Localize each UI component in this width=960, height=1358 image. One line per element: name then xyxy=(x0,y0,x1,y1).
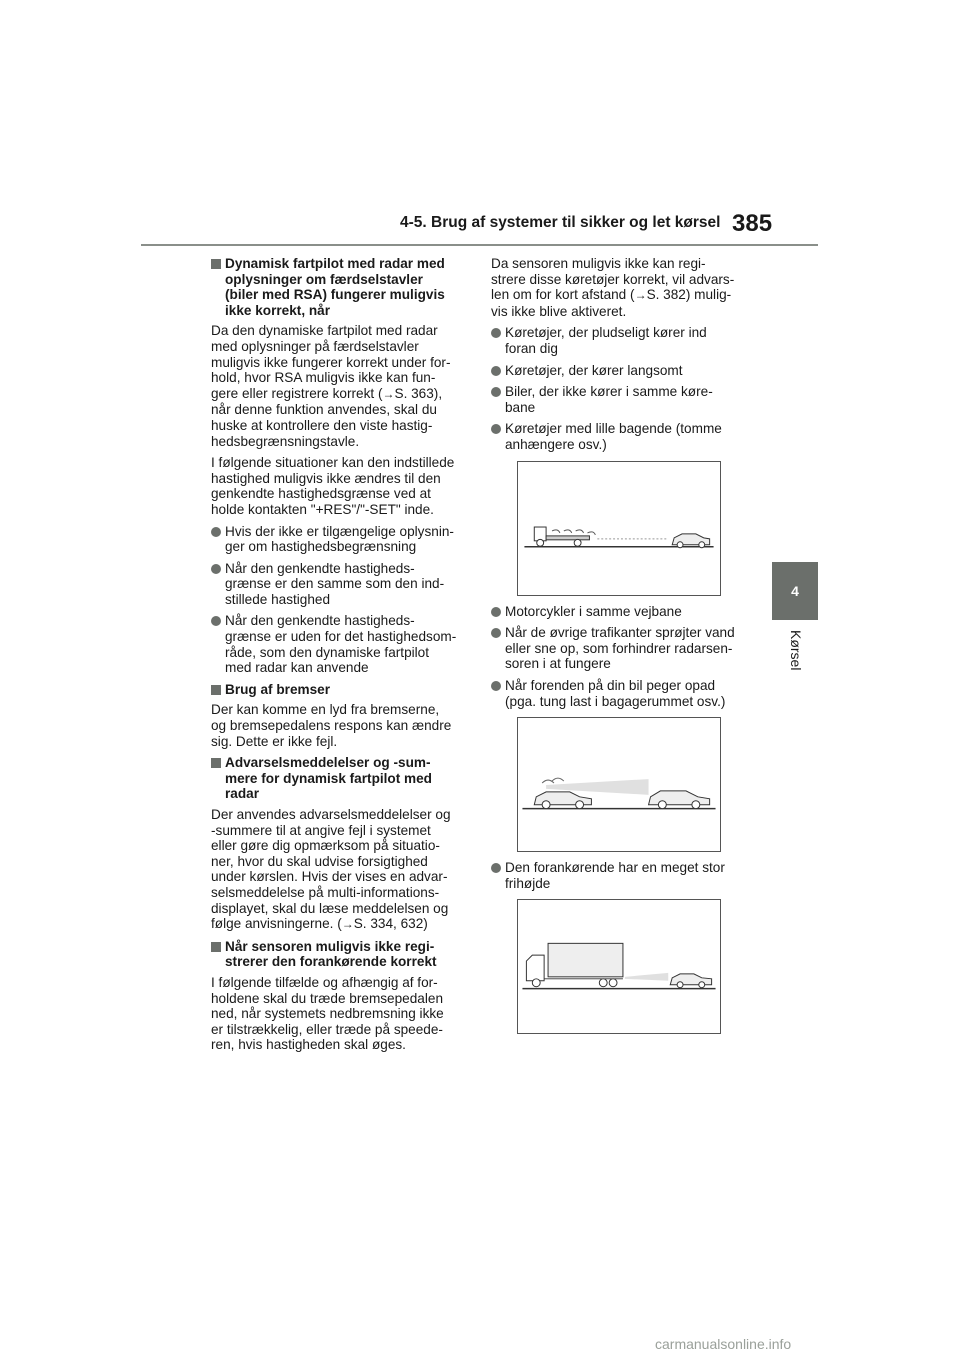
left-column xyxy=(211,256,473,1059)
list-item: Køretøjer, der pludseligt kører ind foran dig xyxy=(491,325,761,356)
watermark: carmanualsonline.info xyxy=(655,1336,792,1352)
page-reference-link[interactable]: S. 382) mulig- xyxy=(646,287,732,303)
section-heading: Brug af bremser xyxy=(211,682,473,698)
arrow-icon: → xyxy=(634,288,647,303)
list-item: Biler, der ikke kører i samme køre- bane xyxy=(491,384,761,415)
bullet-dot-icon xyxy=(491,328,501,338)
illustration-high-truck xyxy=(517,899,721,1034)
section-heading: Når sensoren muligvis ikke regi- strerer den forankørende korrekt xyxy=(211,939,473,970)
arrow-icon: → xyxy=(341,917,354,932)
paragraph: Da sensoren muligvis ikke kan regi- strere disse køretøjer korrekt, vil advars- len om for kort afstand (→S. 382) mulig- vis ikke blive aktiveret. xyxy=(491,256,735,319)
high-truck-illustration-svg xyxy=(518,900,720,1033)
section-heading: Advarselsmeddelelser og -sum- mere for dynamisk fartpilot med radar xyxy=(211,755,473,802)
illustration-tilted-car xyxy=(517,717,721,852)
paragraph: I følgende tilfælde og afhængig af for- holdene skal du træde bremsepedalen ned, når systemets nedbremsning ikke er tilstrækkelig, eller træde på speede- ren, hvis hastigheden skal øges. xyxy=(211,974,444,1053)
square-bullet-icon xyxy=(211,758,221,768)
header-rule xyxy=(141,244,818,246)
bullet-dot-icon xyxy=(491,863,501,873)
chapter-title: 4-5. Brug af systemer til sikker og let kørsel xyxy=(400,214,721,231)
list-item: Motorcykler i samme vejbane xyxy=(491,604,761,620)
bullet-dot-icon xyxy=(491,628,501,638)
section-heading: Dynamisk fartpilot med radar med oplysninger om færdselstavler (biler med RSA) fungerer muligvis ikke korrekt, når xyxy=(211,256,473,318)
page-reference-link[interactable]: S. 363), xyxy=(394,385,443,401)
bullet-dot-icon xyxy=(211,616,221,626)
bullet-dot-icon xyxy=(491,387,501,397)
paragraph: I følgende situationer kan den indstillede hastighed muligvis ikke ændres til den genkendte hastighedsgrænse ved at holde kontakten "+RES"/"-SET" inde. xyxy=(211,455,455,517)
bullet-dot-icon xyxy=(211,564,221,574)
paragraph: Der anvendes advarselsmeddelelser og -summere til at angive fejl i systemet eller gøre dig opmærksom på situatio- ner, hvor du skal udvise forsigtighed under kørslen. Hvis der vises en advar- selsmeddelelse på multi-informations- displayet, skal du læse meddelelsen og følge anvisningerne. (→S. 334, 632) xyxy=(211,807,451,932)
tilted-car-illustration-svg xyxy=(518,718,720,851)
bullet-dot-icon xyxy=(211,527,221,537)
page-reference-link[interactable]: S. 334, 632) xyxy=(353,916,428,932)
list-item: Hvis der ikke er tilgængelige oplysnin- ger om hastighedsbegrænsning xyxy=(211,524,473,555)
bullet-dot-icon xyxy=(491,424,501,434)
illustration-trailer xyxy=(517,461,721,596)
arrow-icon: → xyxy=(382,386,395,401)
list-item: Når den genkendte hastigheds- grænse er den samme som den ind- stillede hastighed xyxy=(211,561,473,608)
list-item: Køretøjer, der kører langsomt xyxy=(491,363,761,379)
square-bullet-icon xyxy=(211,259,221,269)
paragraph: Der kan komme en lyd fra bremserne, og bremsepedalens respons kan ændre sig. Dette er ikke fejl. xyxy=(211,702,452,749)
list-item: Når forenden på din bil peger opad (pga. tung last i bagagerummet osv.) xyxy=(491,678,761,709)
chapter-tab-label: Kørsel xyxy=(788,630,804,671)
square-bullet-icon xyxy=(211,685,221,695)
list-item: Køretøjer med lille bagende (tomme anhængere osv.) xyxy=(491,421,761,452)
right-column xyxy=(491,256,761,1042)
chapter-tab-number: 4 xyxy=(791,583,799,599)
bullet-dot-icon xyxy=(491,366,501,376)
paragraph: Da den dynamiske fartpilot med radar med oplysninger på færdselstavler muligvis ikke fungerer korrekt under for- hold, hvor RSA muligvis ikke kan fun- gere eller registrere korrekt (→S. 363), når denne funktion anvendes, skal du huske at kontrollere den viste hastig- hedsbegrænsningstavle. xyxy=(211,323,451,449)
bullet-dot-icon xyxy=(491,607,501,617)
chapter-tab[interactable] xyxy=(772,562,818,620)
square-bullet-icon xyxy=(211,942,221,952)
list-item: Når den genkendte hastigheds- grænse er uden for det hastighedsom- råde, som den dynamiske fartpilot med radar kan anvende xyxy=(211,613,473,675)
page-number: 385 xyxy=(732,210,773,237)
list-item: Den forankørende har en meget stor frihøjde xyxy=(491,860,761,891)
list-item: Når de øvrige trafikanter sprøjter vand eller sne op, som forhindrer radarsen- soren i at fungere xyxy=(491,625,761,672)
bullet-dot-icon xyxy=(491,681,501,691)
trailer-illustration-svg xyxy=(518,462,720,595)
